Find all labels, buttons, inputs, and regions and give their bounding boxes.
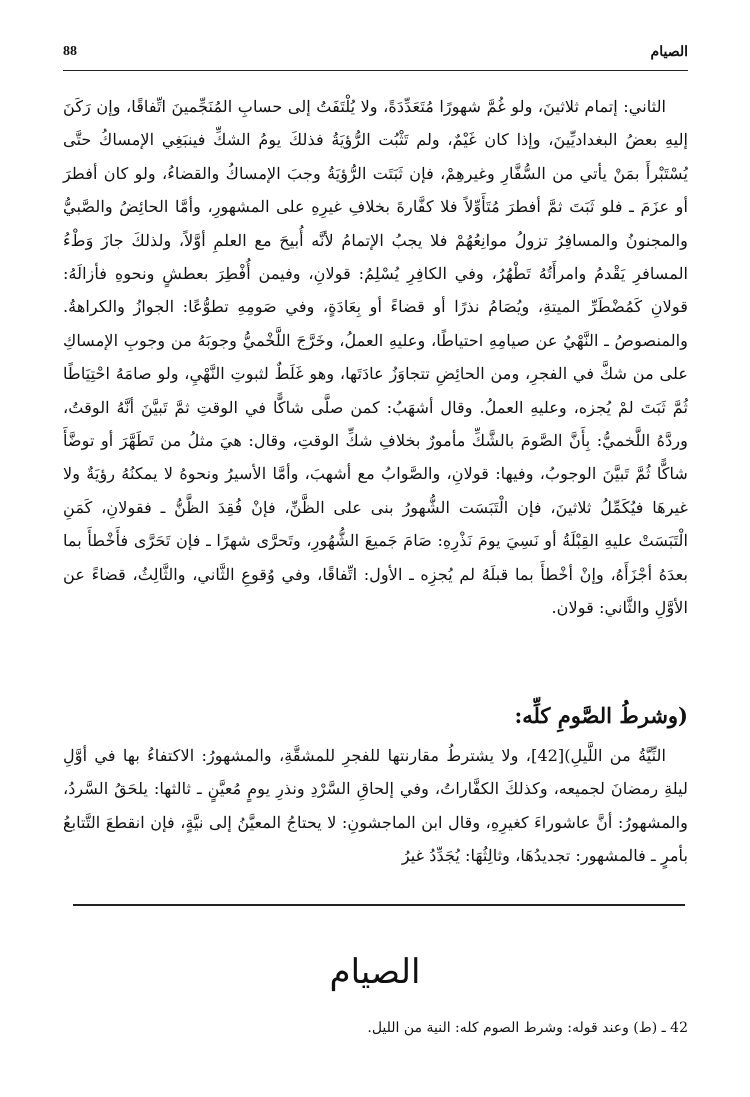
footnote-divider <box>73 904 685 906</box>
header-divider <box>63 70 688 71</box>
main-text-block <box>63 90 688 625</box>
running-title: الصيام <box>650 44 688 60</box>
footnote: 42 ـ (ط) وعند قوله: وشرط الصوم كله: النية من الليل. <box>367 1020 688 1036</box>
page-number: 88 <box>63 44 77 59</box>
page-header <box>63 44 688 68</box>
section-paragraph: النِّيَّةُ من اللَّيلِ)[42]، ولا يشترطُ مقارنتها للفجرِ للمشقَّةِ، والمشهورُ: الاكتفاءُ بها في أوَّلِ ليلةِ رمضانَ لجميعه، وكذلكَ الكفَّاراتُ، وفي إلحاقِ السَّرْدِ ونذرِ يومٍ مُعيَّنٍ ـ ثالثها: يلحَقُ السَّردُ، والمشهورُ: أنَّ عاشوراءَ كغيرِهِ، وقال ابن الماجشونِ: لا يحتاجُ المعيَّنُ إلى نيَّةٍ، فإن انقطعَ التَّتابعُ بأمرٍ ـ فالمشهور: تجديدُهَا، وثالِثُهَا: يُجَدِّدُ غيرُ <box>63 746 688 866</box>
chapter-stamp: الصيام <box>329 952 421 992</box>
section-text-block <box>63 739 688 873</box>
body-paragraph: الثاني: إتمام ثلاثينَ، ولو غُمَّ شهورًا مُتَعَدِّدَةً، ولا يُلْتَفَتُ إلى حسابِ المُنَجِّمينَ اتِّفاقًا، وإن رَكَنَ إليهِ بعضُ البغداديِّينَ، وإذا كان غَيْمٌ، ولم تَثْبُت الرُّؤيَةُ فذلكَ يومُ الشكِّ فينبَغِي الإمساكُ حتَّى يُسْتَبْرأَ بمَنْ يأتي من السُّفَّارِ وغيرهِمْ، فإن ثَبَتَت الرُّؤيَةُ وجبَ الإمساكُ والقضاءُ، ولو كان أفطرَ أو عزَمَ ـ فلو ثَبَتَ ثمَّ أفطرَ مُتَأَوِّلاً فلا كفَّارةَ بخلافِ غيرِهِ على المشهورِ، وأمَّا الحائِضُ والصَّبيُّ والمجنونُ والمسافِرُ تزولُ موانِعُهُمْ فلا يجبُ الإتمامُ لأنَّه أُبيحَ مع العلمِ أوَّلاً، ولذلكَ جازَ وَطْءُ المسافرِ يَقْدمُ وامرأَتُهُ تَطْهُرُ، وفي الكافِرِ يُسْلِمُ: قولانِ، وفيمن أُفْطِرَ بعطشٍ ونحوهِ فأزالَهُ: قولانِ كَمُضْطَرِّ الميتةِ، ويُصَامُ نذرًا أو قضاءً أو بِعَادَةٍ، وفي صَومِهِ تطوُّعًا: الجوازُ والكراهةُ. والمنصوصُ ـ النَّهْيُ عن صيامِهِ احتياطًا، وعليهِ العملُ، وخَرَّجَ اللَّخْميُّ وجوبَهُ من وجوبِ الإمساكِ على من شكَّ في الفجرِ، ومن الحائِضِ تتجاوَزُ عادَتَها، وهو غَلَطٌ لثبوتِ النَّهْيِ، ولو صامَهُ احْتِيَاطًا ثُمَّ ثَبَتَ لمْ يُجزه، وعليهِ العملُ. وقال أشهَبُ: كمن صلَّى شاكًّا في الوقتِ ثمَّ تَبيَّنَ أنَّهُ الوقتُ، وردَّهُ اللَّخميُّ: بِأَنَّ الصَّومَ بالشَّكِّ مأمورٌ بخلافِ شكِّ الوقتِ، وقال: هيَ مثلُ من تَطَهَّرَ أو توضَّأَ شاكًّا ثُمَّ تَبيَّنَ الوجوبُ، وفيها: قولانِ، والصَّوابُ مع أشهبَ، وأمَّا الأسيرُ ونحوهُ لا يمكنُهُ رؤيَةٌ ولا غيرهَا فيُكَمِّلُ ثلاثينَ، فإن الْتَبَسَت الشُّهورُ بنى على الظَّنِّ، فإنْ فُقِدَ الظَّنُّ ـ فقولانِ، كَمَنِ الْتَبَسَتْ عليهِ القِبْلَةُ أو نَسِيَ يومَ نَذْرِهِ: صَامَ جَميعَ الشُّهُورِ، وتَحرَّى شهرًا ـ فإن تَحَرَّى فأَخْطأَ بما بعدَهُ أجْزَأَهُ، وإنْ أخْطأَ بما قبلَهُ لم يُجزِه ـ الأول: اتِّفاقًا، وفي وُقوعِ الثَّاني، والثَّالِثُ، قضاءً عن الأوَّلِ والثَّاني: قولان. <box>63 97 688 618</box>
section-heading: (وشرطُ الصَّومِ كلِّه: <box>514 703 688 728</box>
